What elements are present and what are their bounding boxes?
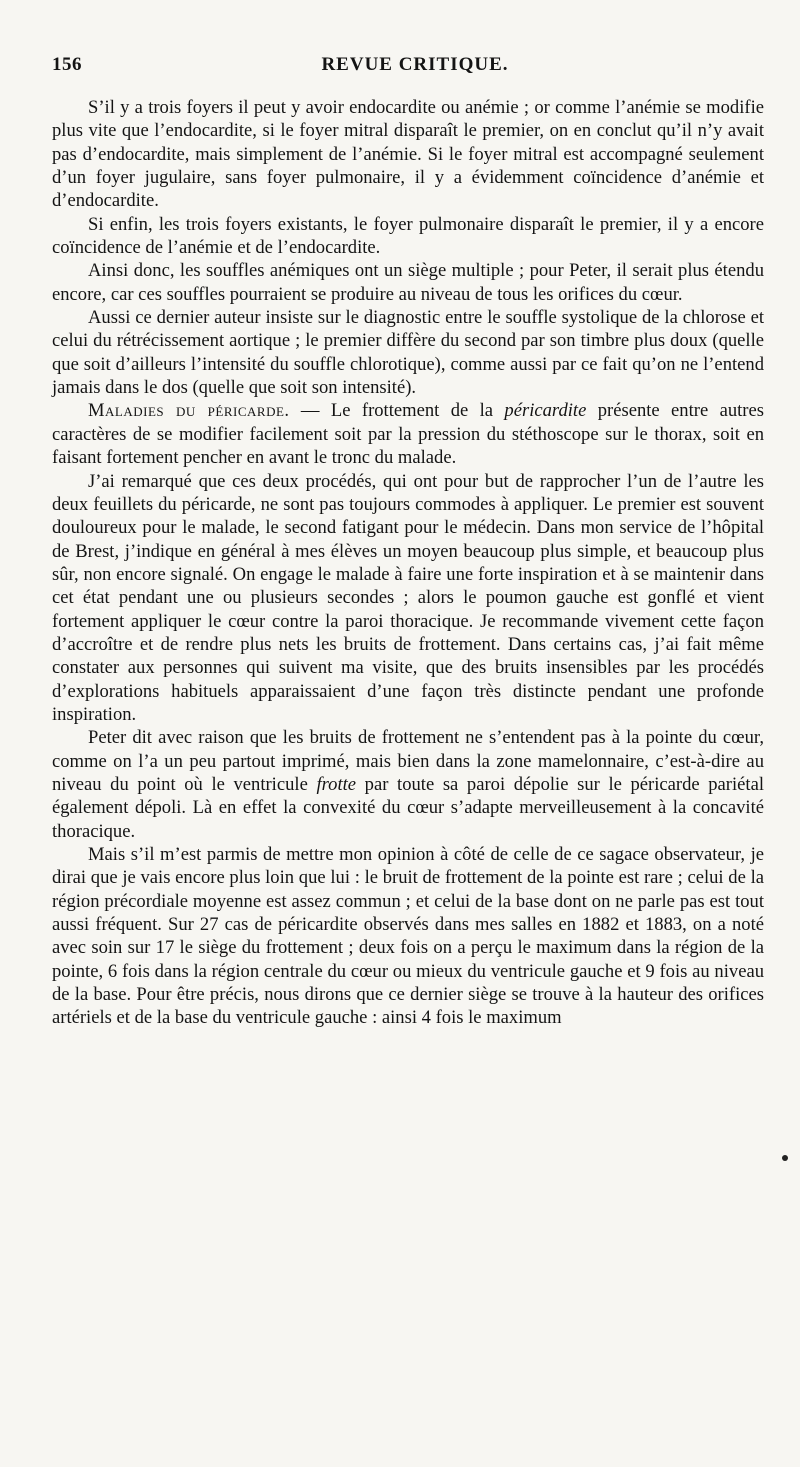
paragraph-text-after: par toute sa paroi dépolie sur le péricarde pariétal également dépoli. Là en effet la convexité du cœur s’adapte merveilleusement à la concavité thoracique. — [52, 773, 764, 842]
journal-title: REVUE CRITIQUE. — [321, 54, 509, 75]
paragraph-text: Ainsi donc, les souffles anémiques ont un siège multiple ; pour Peter, il serait plus étendu encore, car ces souffles pourraient se produire au niveau de tous les orifices du cœur. — [52, 260, 764, 305]
paragraph-3 — [52, 259, 764, 306]
running-head — [52, 54, 764, 84]
paragraph-text: Si enfin, les trois foyers existants, le foyer pulmonaire disparaît le premier, il y a encore coïncidence de l’anémie et de l’endocardite. — [52, 213, 764, 259]
paragraph-text: Peter dit avec raison que les bruits de frottement ne s’entendent pas à la pointe du cœur, comme on l’a un peu partout imprimé, mais bien dans la zone mamelonnaire, c’est-à-dire au niveau du point où le ventricule — [52, 727, 764, 795]
margin-ink-dot — [782, 1155, 788, 1161]
paragraph-text-after: présente entre autres caractères de se modifier facilement soit par la pression du stéthoscope sur le thorax, soit en faisant fortement pencher en avant le tronc du malade. — [52, 400, 764, 469]
body-text — [52, 96, 764, 1030]
paragraph-1 — [52, 96, 764, 213]
document-page — [52, 54, 764, 1030]
italic-term: frotte — [316, 773, 357, 795]
paragraph-text: J’ai remarqué que ces deux procédés, qui ont pour but de rapprocher l’un de l’autre les deux feuillets du péricarde, ne sont pas toujours commodes à appliquer. Le premier est souvent douloureux pour le malade, le second fatigant pour le médecin. Dans mon service de l’hôpital de Brest, j’indique en général à mes élèves un moyen beaucoup plus simple, et beaucoup plus sûr, non encore signalé. On engage le malade à faire une forte inspiration et à se maintenir dans cet état pendant une ou plusieurs secondes ; alors le poumon gauche est gonflé et vient fortement appliquer le cœur contre la paroi thoracique. Je recommande vivement cette façon d’accroître et de rendre plus nets les bruits de frottement. Dans certains cas, j’ai fait même constater aux personnes qui suivent ma visite, que des bruits insensibles par les procédés d’explorations habituels apparaissaient d’une façon très distincte pendant une profonde inspiration. — [52, 470, 764, 725]
paragraph-8 — [52, 843, 764, 1030]
paragraph-7 — [52, 726, 764, 843]
paragraph-text: S’il y a trois foyers il peut y avoir endocardite ou anémie ; or comme l’anémie se modifie plus vite que l’endocardite, si le foyer mitral disparaît le premier, on en conclut qu’il n’y avait pas d’endocardite, mais simplement de l’anémie. Si le foyer mitral est accompagné seulement d’un foyer jugulaire, sans foyer pulmonaire, il y a évidemment coïncidence d’anémie et d’endocardite. — [52, 97, 764, 212]
paragraph-6 — [52, 470, 764, 727]
paragraph-text: — Le frottement de la — [289, 400, 505, 422]
paragraph-5 — [52, 399, 764, 469]
paragraph-2 — [52, 213, 764, 260]
italic-term: péricardite — [504, 400, 587, 422]
paragraph-4 — [52, 306, 764, 399]
paragraph-text: Mais s’il m’est parmis de mettre mon opinion à côté de celle de ce sagace observateur, je dirai que je vais encore plus loin que lui : le bruit de frottement de la pointe est rare ; celui de la région précordiale moyenne est assez commun ; et celui de la base dont on ne parle pas est tout aussi fréquent. Sur 27 cas de péricardite observés dans mes salles en 1882 et 1883, on a noté avec soin sur 17 le siège du frottement ; deux fois on a perçu le maximum dans la région de la pointe, 6 fois dans la région centrale du cœur ou mieux du ventricule gauche et 9 fois au niveau de la base. Pour être précis, nous dirons que ce dernier siège se trouve à la hauteur des orifices artériels et de la base du ventricule gauche : ainsi 4 fois le maximum — [52, 844, 764, 1029]
page-number: 156 — [52, 54, 82, 75]
paragraph-text: Aussi ce dernier auteur insiste sur le diagnostic entre le souffle systolique de la chlorose et celui du rétrécissement aortique ; le premier diffère du second par son timbre plus doux (quelle que soit d’ailleurs l’intensité du souffle chlorotique), comme aussi par ce fait qu’on ne l’entend jamais dans le dos (quelle que soit son intensité). — [52, 307, 764, 399]
section-heading: Maladies du péricarde. — [88, 400, 290, 422]
